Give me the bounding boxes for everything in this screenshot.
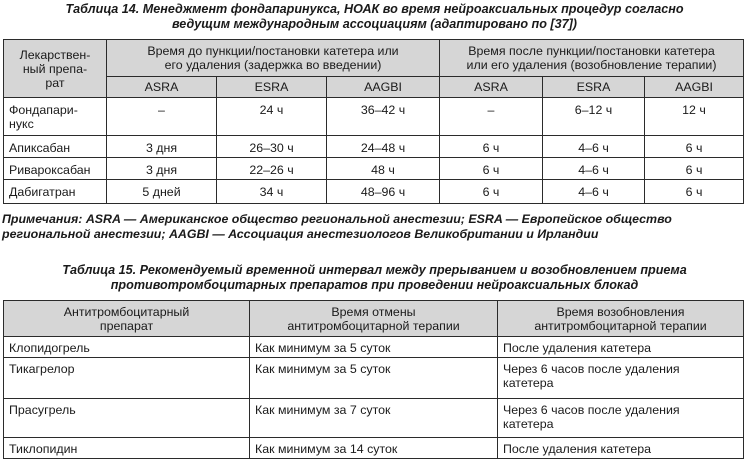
- table15-header-stop: Время отмены антитромбоцитарной терапии: [250, 301, 498, 337]
- drug-cell: Дабигатран: [4, 180, 107, 204]
- table14-header-drug: Лекарствен- ный препа- рат: [4, 40, 107, 98]
- table14-caption-line1: Таблица 14. Менеджмент фондапаринукса, НОАК во время нейроаксиальных процедур согласно: [65, 2, 684, 16]
- value-cell: 6 ч: [645, 158, 744, 180]
- value-cell: –: [440, 98, 543, 136]
- table15-header-resume: Время возобновления антитромбоцитарной терапии: [498, 301, 744, 337]
- stop-cell: Как минимум за 5 суток: [250, 337, 498, 358]
- stop-cell: Как минимум за 5 суток: [250, 358, 498, 399]
- stop-cell: Как минимум за 7 суток: [250, 399, 498, 438]
- table-row: [4, 358, 744, 399]
- table14-sub-esra-before: ESRA: [217, 77, 327, 98]
- drug-cell: Клопидогрель: [4, 337, 250, 358]
- table-row: [4, 158, 744, 180]
- value-cell: 22–26 ч: [217, 158, 327, 180]
- table15-header-drug: Антитромбоцитарный препарат: [4, 301, 250, 337]
- value-cell: 3 дня: [107, 158, 217, 180]
- value-cell: 6 ч: [645, 136, 744, 158]
- table15-caption-line1: Таблица 15. Рекомендуемый временной интервал между прерыванием и возобновлением приема: [62, 263, 687, 277]
- table-row: [4, 438, 744, 459]
- table14-caption: [0, 2, 749, 32]
- value-cell: 3 дня: [107, 136, 217, 158]
- value-cell: 6 ч: [440, 158, 543, 180]
- table14-note-line2: региональной анестезии; AAGBI — Ассоциация анестезиологов Великобритании и Ирландии: [2, 227, 599, 241]
- table-row: [4, 399, 744, 438]
- table15: [3, 300, 744, 459]
- drug-cell: Тиклопидин: [4, 438, 250, 459]
- value-cell: 6 ч: [645, 180, 744, 204]
- table14-caption-line2: ведущим международным ассоциациям (адаптировано по [37]): [172, 17, 577, 31]
- table14-sub-aagbi-before: AAGBI: [327, 77, 440, 98]
- table14-subheader-row: [4, 77, 744, 98]
- stop-cell: Как минимум за 14 суток: [250, 438, 498, 459]
- value-cell: 24 ч: [217, 98, 327, 136]
- drug-cell: Ривароксабан: [4, 158, 107, 180]
- value-cell: 6 ч: [440, 180, 543, 204]
- resume-cell: После удаления катетера: [498, 337, 744, 358]
- drug-cell: Апиксабан: [4, 136, 107, 158]
- resume-cell: Через 6 часов после удаления катетера: [498, 399, 744, 438]
- drug-cell: Прасугрель: [4, 399, 250, 438]
- value-cell: 48–96 ч: [327, 180, 440, 204]
- value-cell: 26–30 ч: [217, 136, 327, 158]
- value-cell: 4–6 ч: [543, 136, 645, 158]
- value-cell: 6 ч: [440, 136, 543, 158]
- drug-cell: Тикагрелор: [4, 358, 250, 399]
- resume-cell: Через 6 часов после удаления катетера: [498, 358, 744, 399]
- table15-caption-line2: противотромбоцитарных препаратов при проведении нейроаксиальных блокад: [110, 278, 639, 292]
- value-cell: 36–42 ч: [327, 98, 440, 136]
- value-cell: 34 ч: [217, 180, 327, 204]
- value-cell: 4–6 ч: [543, 158, 645, 180]
- value-cell: –: [107, 98, 217, 136]
- table14-header-row: [4, 40, 744, 77]
- table14-sub-asra-before: ASRA: [107, 77, 217, 98]
- table14-note-line1: Примечания: ASRA — Американское общество региональной анестезии; ESRA — Европейское общество: [2, 212, 672, 226]
- table14-header-before: Время до пункции/постановки катетера или его удаления (задержка во введении): [107, 40, 440, 77]
- table14-notes: [2, 212, 747, 242]
- value-cell: 6–12 ч: [543, 98, 645, 136]
- table14-header-after: Время после пункции/постановки катетера или его удаления (возобновление терапии): [440, 40, 744, 77]
- table15-caption: [0, 263, 749, 293]
- table14-sub-asra-after: ASRA: [440, 77, 543, 98]
- value-cell: 24–48 ч: [327, 136, 440, 158]
- table15-header-row: [4, 301, 744, 337]
- table14: [3, 39, 744, 204]
- table14-sub-esra-after: ESRA: [543, 77, 645, 98]
- value-cell: 12 ч: [645, 98, 744, 136]
- table-row: [4, 98, 744, 136]
- table-row: [4, 136, 744, 158]
- drug-cell: Фондапари- нукс: [4, 98, 107, 136]
- value-cell: 4–6 ч: [543, 180, 645, 204]
- table14-sub-aagbi-after: AAGBI: [645, 77, 744, 98]
- table-row: [4, 337, 744, 358]
- value-cell: 48 ч: [327, 158, 440, 180]
- resume-cell: После удаления катетера: [498, 438, 744, 459]
- value-cell: 5 дней: [107, 180, 217, 204]
- table-row: [4, 180, 744, 204]
